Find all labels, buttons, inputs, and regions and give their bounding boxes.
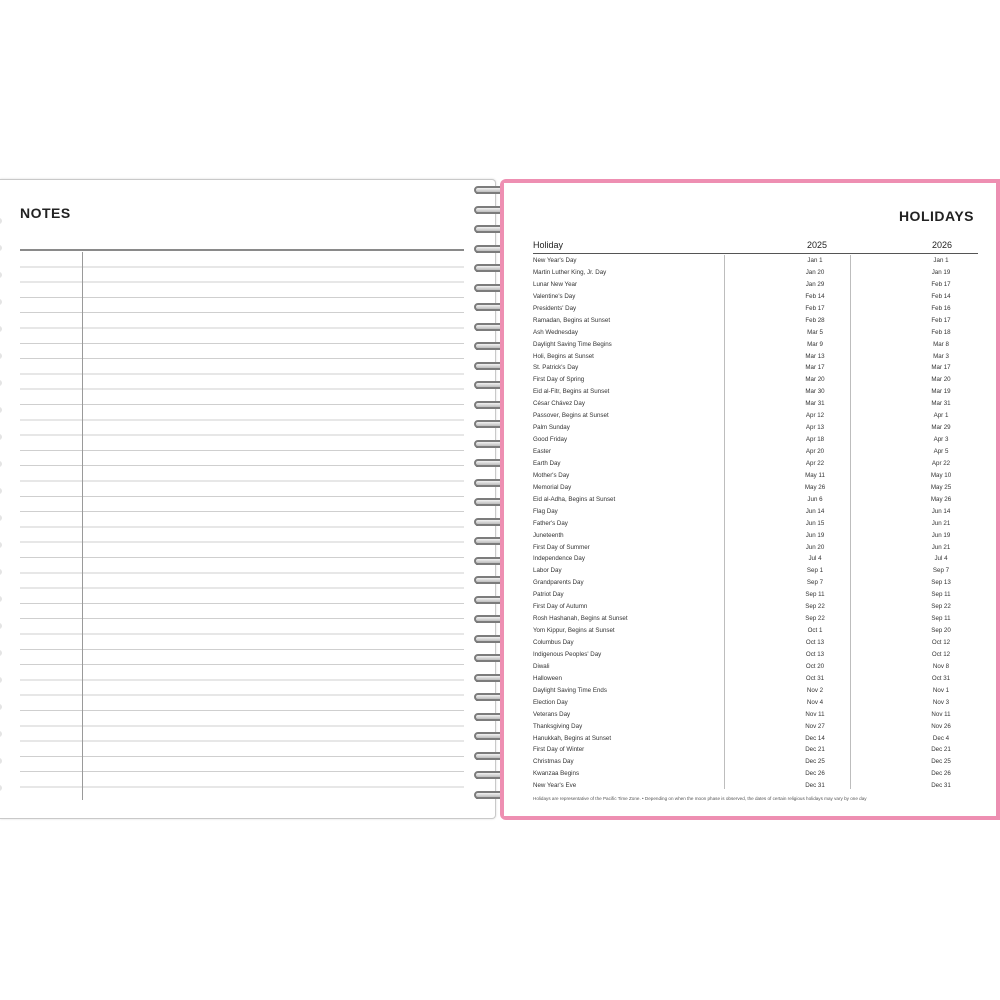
holiday-date-2025: Nov 2 <box>806 686 824 694</box>
holiday-date-2025: Apr 13 <box>805 424 825 432</box>
holiday-name: Independence Day <box>533 555 585 563</box>
holiday-name: Daylight Saving Time Begins <box>533 340 612 348</box>
table-row <box>533 458 978 470</box>
holiday-date-2025: Dec 31 <box>805 782 825 790</box>
holiday-date-2026: Mar 17 <box>931 364 951 372</box>
table-row <box>533 637 978 649</box>
table-row <box>533 362 978 374</box>
holiday-name: Thanksgiving Day <box>533 722 583 730</box>
table-row <box>533 553 978 565</box>
holiday-date-2025: Dec 26 <box>805 770 825 778</box>
holiday-name: Ramadan, Begins at Sunset <box>533 316 611 324</box>
table-row <box>533 697 978 709</box>
table-row <box>533 351 978 363</box>
holiday-footnote: Holidays are representative of the Pacific Time Zone. • Depending on when the moon phase is observed, the dates of certain religious holidays may vary by one day <box>533 796 867 801</box>
table-row <box>533 661 978 673</box>
column-header-holiday: Holiday <box>533 240 564 250</box>
holiday-date-2026: Dec 26 <box>931 770 951 778</box>
holiday-name: Martin Luther King, Jr. Day <box>533 268 607 276</box>
table-row <box>533 422 978 434</box>
column-header-2026: 2026 <box>932 240 953 250</box>
holiday-date-2025: May 11 <box>805 471 825 479</box>
holiday-name: Mother's Day <box>533 471 570 479</box>
holiday-date-2026: Dec 31 <box>931 782 951 790</box>
table-row <box>533 506 978 518</box>
table-row <box>533 709 978 721</box>
table-row <box>533 589 978 601</box>
holiday-date-2025: Apr 22 <box>805 459 825 467</box>
holiday-date-2026: Jun 21 <box>931 519 951 527</box>
holiday-date-2026: Apr 3 <box>933 436 949 444</box>
holiday-date-2025: Mar 30 <box>805 388 825 396</box>
holiday-date-2026: Feb 18 <box>931 328 951 336</box>
holiday-date-2026: Feb 17 <box>931 316 951 324</box>
notes-ruled-lines <box>20 252 464 800</box>
holiday-date-2026: Oct 12 <box>931 639 951 646</box>
holiday-name: Father's Day <box>533 519 568 527</box>
holiday-date-2025: Oct 1 <box>807 627 823 635</box>
table-row <box>533 494 978 506</box>
holiday-date-2025: Mar 9 <box>807 340 823 348</box>
holiday-date-2025: Oct 13 <box>805 639 825 646</box>
holiday-date-2026: Nov 3 <box>932 698 950 706</box>
holiday-name: First Day of Winter <box>533 746 585 754</box>
table-row <box>533 339 978 351</box>
holidays-title: HOLIDAYS <box>898 208 974 224</box>
holiday-date-2025: Sep 22 <box>805 615 825 623</box>
holiday-date-2026: Jan 19 <box>931 268 951 276</box>
holiday-date-2025: Jun 15 <box>805 519 825 527</box>
holiday-date-2026: Nov 26 <box>931 722 951 730</box>
table-row <box>533 255 978 267</box>
table-row <box>533 518 978 530</box>
holiday-date-2026: Apr 1 <box>933 412 949 420</box>
table-row <box>533 315 978 327</box>
holiday-name: Palm Sunday <box>533 424 570 432</box>
table-row <box>533 721 978 733</box>
holiday-name: Easter <box>533 448 551 455</box>
holiday-date-2026: Nov 1 <box>932 686 950 694</box>
table-row <box>533 279 978 291</box>
holiday-name: Christmas Day <box>533 758 574 766</box>
holiday-name: Flag Day <box>533 507 558 515</box>
table-row <box>533 410 978 422</box>
holiday-name: Good Friday <box>533 436 568 444</box>
notes-margin-line <box>82 252 83 800</box>
holiday-date-2026: Dec 4 <box>932 734 950 742</box>
holiday-date-2026: Feb 14 <box>931 292 951 300</box>
holiday-date-2026: Apr 5 <box>933 448 949 455</box>
table-row <box>533 613 978 625</box>
holiday-name: Patriot Day <box>533 591 564 599</box>
holiday-date-2025: Apr 12 <box>805 412 825 420</box>
holiday-date-2026: Sep 11 <box>931 591 951 599</box>
holiday-date-2025: Mar 17 <box>805 364 825 372</box>
holidays-page-inner <box>504 183 996 816</box>
holiday-date-2025: Jun 6 <box>807 495 823 503</box>
holiday-name: Holi, Begins at Sunset <box>533 352 594 360</box>
table-row <box>533 482 978 494</box>
holiday-date-2025: Sep 11 <box>805 591 825 599</box>
holiday-date-2026: Oct 12 <box>931 650 951 658</box>
holiday-name: Memorial Day <box>533 483 572 491</box>
holiday-name: Juneteenth <box>533 531 564 539</box>
table-row <box>533 565 978 577</box>
holiday-name: Daylight Saving Time Ends <box>533 686 607 694</box>
holiday-date-2025: Sep 1 <box>806 567 824 575</box>
holiday-date-2025: Dec 25 <box>805 758 825 766</box>
holiday-name: Diwali <box>533 662 550 670</box>
holiday-name: Passover, Begins at Sunset <box>533 412 609 420</box>
page-edge-perforations <box>0 180 4 820</box>
holiday-date-2026: Feb 16 <box>931 304 951 312</box>
table-row <box>533 386 978 398</box>
holiday-name: Hanukkah, Begins at Sunset <box>533 734 612 742</box>
holiday-name: New Year's Eve <box>533 782 577 790</box>
holiday-date-2025: Jun 20 <box>805 543 825 551</box>
table-row <box>533 685 978 697</box>
notes-page <box>0 179 496 819</box>
holiday-date-2026: Sep 22 <box>931 603 951 611</box>
table-row <box>533 398 978 410</box>
holiday-date-2025: Dec 21 <box>805 746 825 754</box>
holiday-name: Election Day <box>533 698 568 706</box>
holiday-date-2025: Jul 4 <box>808 555 822 563</box>
holiday-date-2026: Jul 4 <box>934 555 948 563</box>
holiday-date-2026: Jun 19 <box>931 531 951 539</box>
holiday-date-2026: Sep 7 <box>932 567 950 575</box>
column-header-2025: 2025 <box>807 240 828 250</box>
holiday-date-2025: Sep 7 <box>806 579 824 587</box>
holiday-date-2025: Jan 1 <box>807 257 823 264</box>
holiday-date-2026: Nov 8 <box>932 662 950 670</box>
holiday-table-header <box>533 240 978 254</box>
holiday-name: Halloween <box>533 674 562 682</box>
holiday-date-2025: Nov 27 <box>805 722 825 730</box>
holiday-name: St. Patrick's Day <box>533 364 579 372</box>
holiday-name: César Chávez Day <box>533 400 585 408</box>
holiday-date-2025: Mar 5 <box>807 328 823 336</box>
holiday-date-2026: Oct 31 <box>931 674 951 682</box>
holiday-date-2026: Nov 11 <box>931 710 951 718</box>
holiday-name: Eid al-Fitr, Begins at Sunset <box>533 388 610 396</box>
holiday-name: New Year's Day <box>533 257 577 264</box>
holiday-date-2026: Mar 8 <box>933 340 949 348</box>
holiday-name: Rosh Hashanah, Begins at Sunset <box>533 615 628 623</box>
table-row <box>533 744 978 756</box>
table-row <box>533 446 978 458</box>
holidays-page <box>500 179 1000 820</box>
holiday-date-2026: Jan 1 <box>933 257 949 264</box>
table-row <box>533 530 978 542</box>
holiday-date-2026: Mar 31 <box>931 400 951 408</box>
holiday-name: First Day of Autumn <box>533 603 588 611</box>
holiday-date-2025: Feb 17 <box>805 304 825 312</box>
holiday-date-2026: Mar 20 <box>931 376 951 384</box>
holiday-date-2025: Mar 20 <box>805 376 825 384</box>
holiday-date-2025: Jun 14 <box>805 507 825 515</box>
holiday-name: First Day of Spring <box>533 376 585 384</box>
holiday-name: Lunar New Year <box>533 280 578 288</box>
holiday-date-2025: Dec 14 <box>805 734 825 742</box>
table-row <box>533 577 978 589</box>
table-row <box>533 267 978 279</box>
holiday-date-2026: Sep 13 <box>931 579 951 587</box>
holiday-name: Earth Day <box>533 459 561 467</box>
holiday-date-2025: Mar 31 <box>805 400 825 408</box>
holiday-name: Ash Wednesday <box>533 328 578 336</box>
table-row <box>533 649 978 661</box>
holiday-date-2026: Dec 25 <box>931 758 951 766</box>
holiday-name: Veterans Day <box>533 710 571 718</box>
holiday-name: First Day of Summer <box>533 543 590 551</box>
notes-title: NOTES <box>20 205 71 221</box>
header-rule <box>533 253 978 254</box>
holiday-date-2025: Jan 20 <box>805 268 825 276</box>
holiday-date-2026: May 10 <box>930 471 952 479</box>
holiday-name: Yom Kippur, Begins at Sunset <box>533 627 615 635</box>
holiday-date-2026: Mar 3 <box>933 352 949 360</box>
holiday-date-2025: Nov 11 <box>805 710 825 718</box>
table-row <box>533 768 978 780</box>
holiday-name: Grandparents Day <box>533 579 584 587</box>
holiday-date-2026: Mar 29 <box>931 424 951 432</box>
holiday-date-2026: May 25 <box>930 483 952 491</box>
table-row <box>533 303 978 315</box>
notes-title-rule <box>20 249 464 251</box>
holiday-date-2025: Mar 13 <box>805 352 825 360</box>
holiday-date-2025: Feb 14 <box>805 292 825 300</box>
holiday-name: Indigenous Peoples' Day <box>533 650 602 658</box>
table-row <box>533 470 978 482</box>
holiday-date-2026: Mar 19 <box>931 388 951 396</box>
table-row <box>533 733 978 745</box>
holiday-date-2026: Sep 20 <box>931 627 951 635</box>
holiday-date-2026: Jun 21 <box>931 543 951 551</box>
holiday-date-2025: Oct 13 <box>805 650 825 658</box>
table-row <box>533 374 978 386</box>
holiday-name: Presidents' Day <box>533 304 577 312</box>
table-row <box>533 434 978 446</box>
table-row <box>533 625 978 637</box>
holiday-date-2025: Oct 20 <box>805 662 825 670</box>
table-row <box>533 291 978 303</box>
table-row <box>533 673 978 685</box>
holiday-name: Eid al-Adha, Begins at Sunset <box>533 495 616 503</box>
holiday-date-2025: Apr 18 <box>805 436 825 444</box>
holiday-date-2025: Nov 4 <box>806 698 824 706</box>
holiday-date-2025: Jan 29 <box>805 280 825 288</box>
holiday-date-2025: Jun 19 <box>805 531 825 539</box>
table-row <box>533 780 978 792</box>
table-row <box>533 542 978 554</box>
holiday-date-2025: Sep 22 <box>805 603 825 611</box>
holiday-date-2026: Dec 21 <box>931 746 951 754</box>
holiday-date-2026: May 26 <box>930 495 952 503</box>
table-row <box>533 756 978 768</box>
holiday-date-2026: Apr 22 <box>931 459 951 467</box>
holiday-date-2025: Oct 31 <box>805 674 825 682</box>
holiday-name: Kwanzaa Begins <box>533 770 580 778</box>
holiday-date-2026: Jun 14 <box>931 507 951 515</box>
holiday-date-2026: Sep 11 <box>931 615 951 623</box>
holiday-name: Valentine's Day <box>533 292 576 300</box>
holiday-date-2026: Feb 17 <box>931 280 951 288</box>
table-row <box>533 327 978 339</box>
holiday-date-2025: May 26 <box>804 483 826 491</box>
holiday-date-2025: Apr 20 <box>805 448 825 455</box>
holiday-date-2025: Feb 28 <box>805 316 825 324</box>
holiday-name: Columbus Day <box>533 639 574 646</box>
holiday-name: Labor Day <box>533 567 562 575</box>
table-row <box>533 601 978 613</box>
holiday-table-body <box>533 255 978 792</box>
